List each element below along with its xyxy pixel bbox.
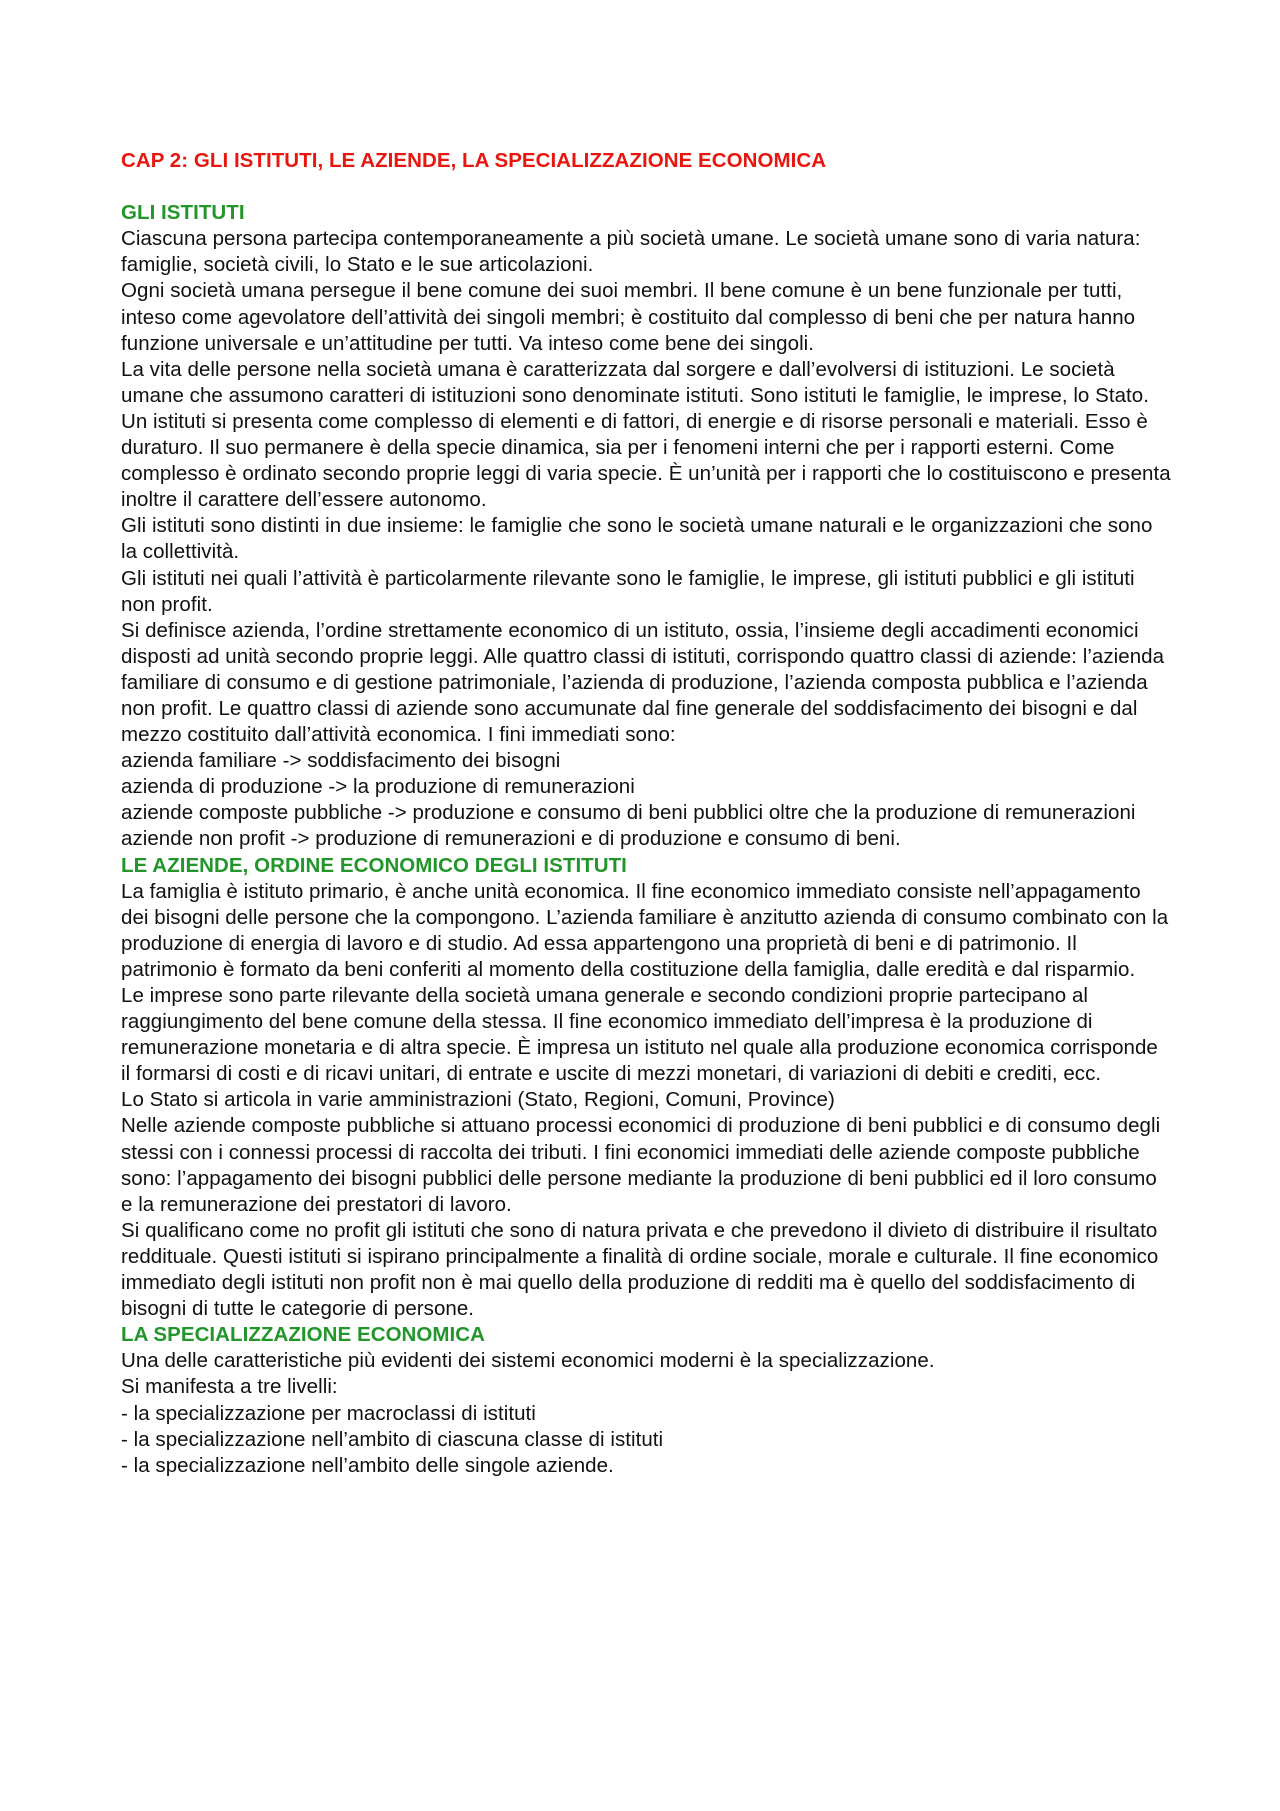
- paragraph: Nelle aziende composte pubbliche si attuano processi economici di produzione di beni pubblici e di consumo degli stessi con i connessi processi di raccolta dei tributi. I fini economici immediati delle aziende composte pubbliche sono: l’appagamento dei bisogni pubblici delle persone mediante la produzione di beni pubblici ed il loro consumo e la remunerazione dei prestatori di lavoro.: [121, 1114, 1161, 1216]
- fini-list-item: azienda di produzione -> la produzione di remunerazioni: [121, 775, 635, 799]
- section-aziende: [121, 853, 1171, 1323]
- paragraph: Ogni società umana persegue il bene comune dei suoi membri. Il bene comune è un bene funzionale per tutti, inteso come agevolatore dell’attività dei singoli membri; è costituito dal complesso di beni che per natura hanno funzione universale e un’attitudine per tutti. Va inteso come bene dei singoli.: [121, 279, 1136, 355]
- paragraph: Si definisce azienda, l’ordine strettamente economico di un istituto, ossia, l’insieme degli accadimenti economici disposti ad unità secondo proprie leggi. Alle quattro classi di istituti, corrispondo quattro classi di aziende: l’azienda familiare di consumo e di gestione patrimoniale, l’azienda di produzione, l’azienda composta pubblica e l’azienda non profit. Le quattro classi di aziende sono accumunate dal fine generale del soddisfacimento dei bisogni e dal mezzo costituito dall’attività economica. I fini immediati sono:: [121, 618, 1165, 747]
- paragraph: Si manifesta a tre livelli:: [121, 1375, 338, 1399]
- paragraph: Le imprese sono parte rilevante della società umana generale e secondo condizioni proprie partecipano al raggiungimento del bene comune della stessa. Il fine economico immediato dell’impresa è la produzione di remunerazione monetaria e di altra specie. È impresa un istituto nel quale alla produzione economica corrisponde il formarsi di costi e di ricavi unitari, di entrate e uscite di mezzi monetari, di variazioni di debiti e crediti, ecc.: [121, 984, 1158, 1086]
- paragraph: Una delle caratteristiche più evidenti dei sistemi economici moderni è la specializzazione.: [121, 1349, 935, 1373]
- fini-list-item: azienda familiare -> soddisfacimento dei bisogni: [121, 749, 561, 773]
- livelli-list-item: - la specializzazione per macroclassi di istituti: [121, 1401, 536, 1425]
- paragraph: La famiglia è istituto primario, è anche unità economica. Il fine economico immediato consiste nell’appagamento dei bisogni delle persone che la compongono. L’azienda familiare è anzitutto azienda di consumo combinato con la produzione di energia di lavoro e di studio. Ad essa appartengono una proprietà di beni e di patrimonio. Il patrimonio è formato da beni conferiti al momento della costituzione della famiglia, dalle eredità e dal risparmio.: [121, 879, 1169, 981]
- paragraph: Gli istituti sono distinti in due insieme: le famiglie che sono le società umane naturali e le organizzazioni che sono la collettività.: [121, 514, 1153, 564]
- paragraph: Ciascuna persona partecipa contemporaneamente a più società umane. Le società umane sono di varia natura: famiglie, società civili, lo Stato e le sue articolazioni.: [121, 227, 1141, 277]
- fini-list-item: aziende composte pubbliche -> produzione e consumo di beni pubblici oltre che la produzione di remunerazioni: [121, 801, 1136, 825]
- section-heading-aziende: LE AZIENDE, ORDINE ECONOMICO DEGLI ISTITUTI: [121, 853, 627, 877]
- livelli-list-item: - la specializzazione nell’ambito delle singole aziende.: [121, 1453, 614, 1477]
- fini-list-item: aziende non profit -> produzione di remunerazioni e di produzione e consumo di beni.: [121, 827, 901, 851]
- paragraph: Gli istituti nei quali l’attività è particolarmente rilevante sono le famiglie, le imprese, gli istituti pubblici e gli istituti non profit.: [121, 566, 1135, 616]
- section-specializzazione: [121, 1322, 1171, 1479]
- chapter-title: CAP 2: GLI ISTITUTI, LE AZIENDE, LA SPECIALIZZAZIONE ECONOMICA: [121, 149, 827, 172]
- paragraph: Si qualificano come no profit gli istituti che sono di natura privata e che prevedono il divieto di distribuire il risultato reddituale. Questi istituti si ispirano principalmente a finalità di ordine sociale, morale e culturale. Il fine economico immediato degli istituti non profit non è mai quello della produzione di redditi ma è quello del soddisfacimento di bisogni di tutte le categorie di persone.: [121, 1218, 1159, 1321]
- section-heading-istituti: GLI ISTITUTI: [121, 201, 245, 225]
- section-istituti: [121, 200, 1171, 852]
- paragraph: Lo Stato si articola in varie amministrazioni (Stato, Regioni, Comuni, Province): [121, 1088, 835, 1112]
- paragraph: La vita delle persone nella società umana è caratterizzata dal sorgere e dall’evolversi di istituzioni. Le società umane che assumono caratteri di istituzioni sono denominate istituti. Sono istituti le famiglie, le imprese, lo Stato. Un istituti si presenta come complesso di elementi e di fattori, di energie e di risorse personali e materiali. Esso è duraturo. Il suo permanere è della specie dinamica, sia per i fenomeni interni che per i rapporti esterni. Come complesso è ordinato secondo proprie leggi di varia specie. È un’unità per i rapporti che lo costituiscono e presenta inoltre il carattere dell’essere autonomo.: [121, 357, 1171, 512]
- document-page: [121, 148, 1171, 1479]
- section-heading-specializzazione: LA SPECIALIZZAZIONE ECONOMICA: [121, 1323, 485, 1347]
- livelli-list-item: - la specializzazione nell’ambito di ciascuna classe di istituti: [121, 1427, 664, 1451]
